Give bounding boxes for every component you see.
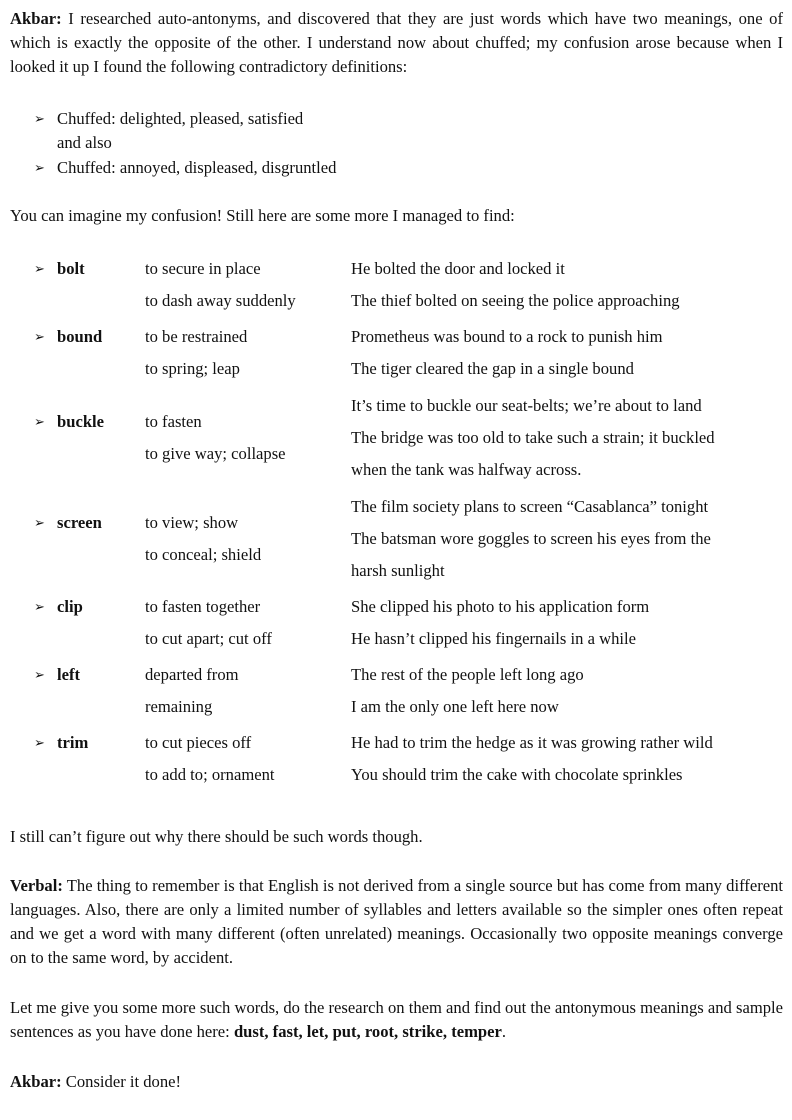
example-sentence: The tiger cleared the gap in a single bound: [351, 359, 634, 378]
word-meaning: to fasten: [145, 412, 202, 431]
example-sentence: Prometheus was bound to a rock to punish him: [351, 327, 663, 346]
word-term: trim: [57, 733, 89, 752]
example-sentence: The thief bolted on seeing the police approaching: [351, 291, 680, 310]
word-term: bolt: [57, 259, 85, 278]
example-sentence: You should trim the cake with chocolate sprinkles: [351, 765, 683, 784]
assignment-end: .: [501, 1022, 507, 1041]
example-sentence: The batsman wore goggles to screen his eyes from the: [351, 529, 711, 548]
example-sentence-continued: harsh sunlight: [351, 561, 445, 580]
word-meaning: to cut apart; cut off: [145, 629, 272, 648]
verbal-text: The thing to remember is that English is not derived from a single source but has come from many different languages. Also, there are only a limited number of syllables and letters available so the simpler ones often repeat and we get a word with many different (often unrelated) meanings. Occasionally two opposite meanings converge on to the same word, by accident.: [10, 876, 783, 967]
closing-text: Consider it done!: [65, 1072, 182, 1091]
example-sentence: He had to trim the hedge as it was growing rather wild: [351, 733, 713, 752]
word-term: clip: [57, 597, 83, 616]
example-sentence: I am the only one left here now: [351, 697, 559, 716]
word-meaning: to dash away suddenly: [145, 291, 296, 310]
arrow-bullet-icon: ➢: [34, 667, 45, 682]
arrow-bullet-icon: ➢: [34, 261, 45, 276]
word-meaning: departed from: [145, 665, 239, 684]
word-meaning: remaining: [145, 697, 213, 716]
example-sentence: The film society plans to screen “Casablanca” tonight: [351, 497, 709, 516]
speaker-label: Akbar:: [10, 9, 62, 28]
example-sentence: The bridge was too old to take such a strain; it buckled: [351, 428, 715, 447]
followup-text: I still can’t figure out why there should be such words though.: [10, 827, 423, 846]
word-meaning: to spring; leap: [145, 359, 240, 378]
word-term: bound: [57, 327, 103, 346]
word-term: buckle: [57, 412, 105, 431]
closing-paragraph: [10, 1070, 181, 1094]
word-meaning: to view; show: [145, 513, 239, 532]
word-meaning: to add to; ornament: [145, 765, 275, 784]
definition-connector: and also: [57, 133, 112, 152]
assignment-text: Let me give you some more such words, do the research on them and find out the antonymous meanings and sample sentences as you have done here:: [10, 998, 783, 1041]
arrow-bullet-icon: ➢: [34, 735, 45, 750]
speaker-label: Akbar:: [10, 1072, 62, 1091]
example-sentence: The rest of the people left long ago: [351, 665, 584, 684]
word-meaning: to secure in place: [145, 259, 261, 278]
arrow-bullet-icon: ➢: [34, 111, 45, 126]
arrow-bullet-icon: ➢: [34, 160, 45, 175]
assignment-word-list: dust, fast, let, put, root, strike, temper: [233, 1022, 502, 1041]
definition-item: Chuffed: delighted, pleased, satisfied: [57, 109, 304, 128]
example-sentence: He bolted the door and locked it: [351, 259, 565, 278]
definition-item: Chuffed: annoyed, displeased, disgruntled: [57, 158, 337, 177]
assignment-paragraph: [10, 996, 783, 1044]
arrow-bullet-icon: ➢: [34, 329, 45, 344]
arrow-bullet-icon: ➢: [34, 515, 45, 530]
example-sentence-continued: when the tank was halfway across.: [351, 460, 582, 479]
example-sentence: It’s time to buckle our seat-belts; we’re about to land: [351, 396, 702, 415]
speaker-label: Verbal:: [10, 876, 63, 895]
word-term: left: [57, 665, 81, 684]
word-meaning: to give way; collapse: [145, 444, 286, 463]
word-meaning: to fasten together: [145, 597, 261, 616]
verbal-paragraph: [10, 874, 783, 970]
transition-text: You can imagine my confusion! Still here are some more I managed to find:: [10, 206, 515, 225]
intro-text: I researched auto-antonyms, and discovered that they are just words which have two meanings, one of which is exactly the opposite of the other. I understand now about chuffed; my confusion arose because when I looked it up I found the following contradictory definitions:: [10, 9, 783, 76]
word-meaning: to be restrained: [145, 327, 248, 346]
intro-paragraph: [10, 7, 783, 79]
word-term: screen: [57, 513, 102, 532]
word-meaning: to conceal; shield: [145, 545, 262, 564]
example-sentence: He hasn’t clipped his fingernails in a while: [351, 629, 636, 648]
arrow-bullet-icon: ➢: [34, 414, 45, 429]
arrow-bullet-icon: ➢: [34, 599, 45, 614]
example-sentence: She clipped his photo to his application form: [351, 597, 650, 616]
word-meaning: to cut pieces off: [145, 733, 252, 752]
